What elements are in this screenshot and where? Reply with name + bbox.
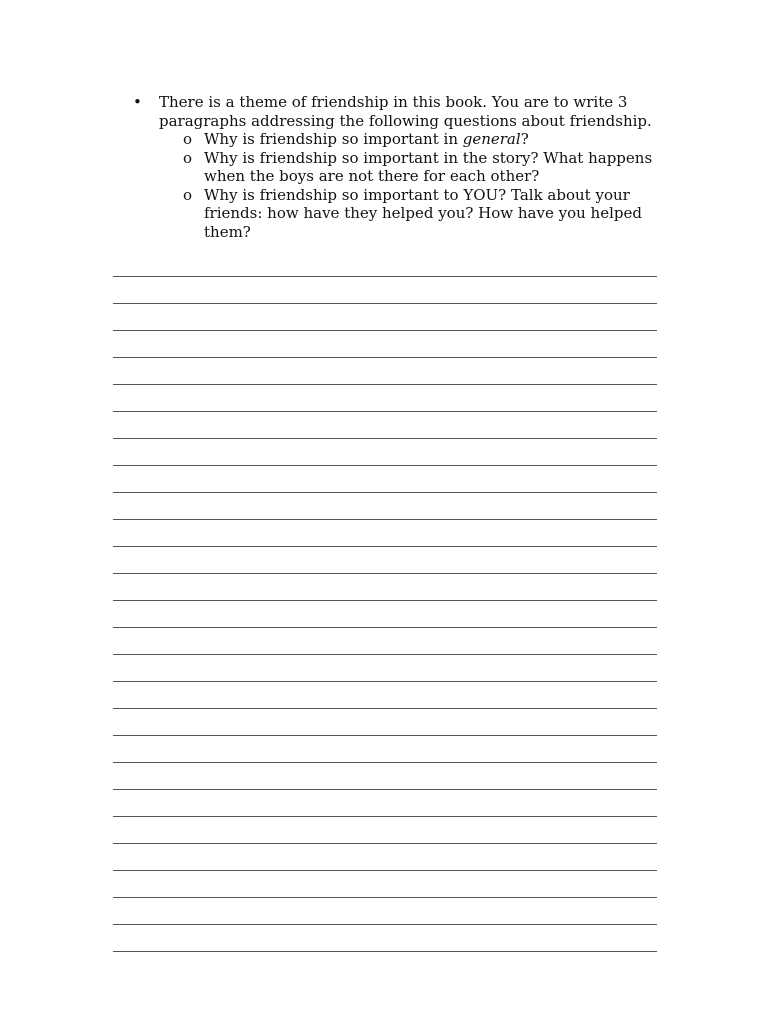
writing-line (113, 708, 657, 709)
writing-line (113, 519, 657, 520)
writing-line (113, 735, 657, 736)
writing-line (113, 654, 657, 655)
writing-line (113, 762, 657, 763)
sub-bullet-marker: o (183, 130, 193, 148)
writing-line (113, 438, 657, 439)
writing-line (113, 411, 657, 412)
writing-line (113, 357, 657, 358)
question-text-emphasis: general (462, 130, 521, 148)
writing-line (113, 924, 657, 925)
question-text-end: ? (520, 130, 529, 148)
writing-line (113, 843, 657, 844)
writing-line (113, 600, 657, 601)
writing-line (113, 816, 657, 817)
question-text: Why is friendship so important in the story? What happens when the boys are not there for each other? (204, 148, 653, 185)
writing-line (113, 465, 657, 466)
writing-line (113, 546, 657, 547)
writing-line (113, 303, 657, 304)
writing-line (113, 951, 657, 952)
assignment-text: There is a theme of friendship in this book. You are to write 3 paragraphs addressing the following questions about friendship. (159, 93, 652, 130)
question-text-start: Why is friendship so important in (204, 130, 463, 148)
writing-line (113, 870, 657, 871)
question-text: Why is friendship so important to YOU? Talk about your friends: how have they helped you? How have you helped them? (204, 185, 642, 241)
writing-line (113, 627, 657, 628)
sub-bullet-marker: o (183, 185, 193, 204)
writing-line (113, 681, 657, 682)
writing-line (113, 276, 657, 277)
writing-line (113, 573, 657, 574)
bullet-marker: • (133, 93, 142, 111)
writing-line (113, 492, 657, 493)
sub-bullet-marker: o (183, 148, 193, 167)
writing-line (113, 789, 657, 790)
writing-line (113, 330, 657, 331)
writing-line (113, 384, 657, 385)
writing-line (113, 897, 657, 898)
